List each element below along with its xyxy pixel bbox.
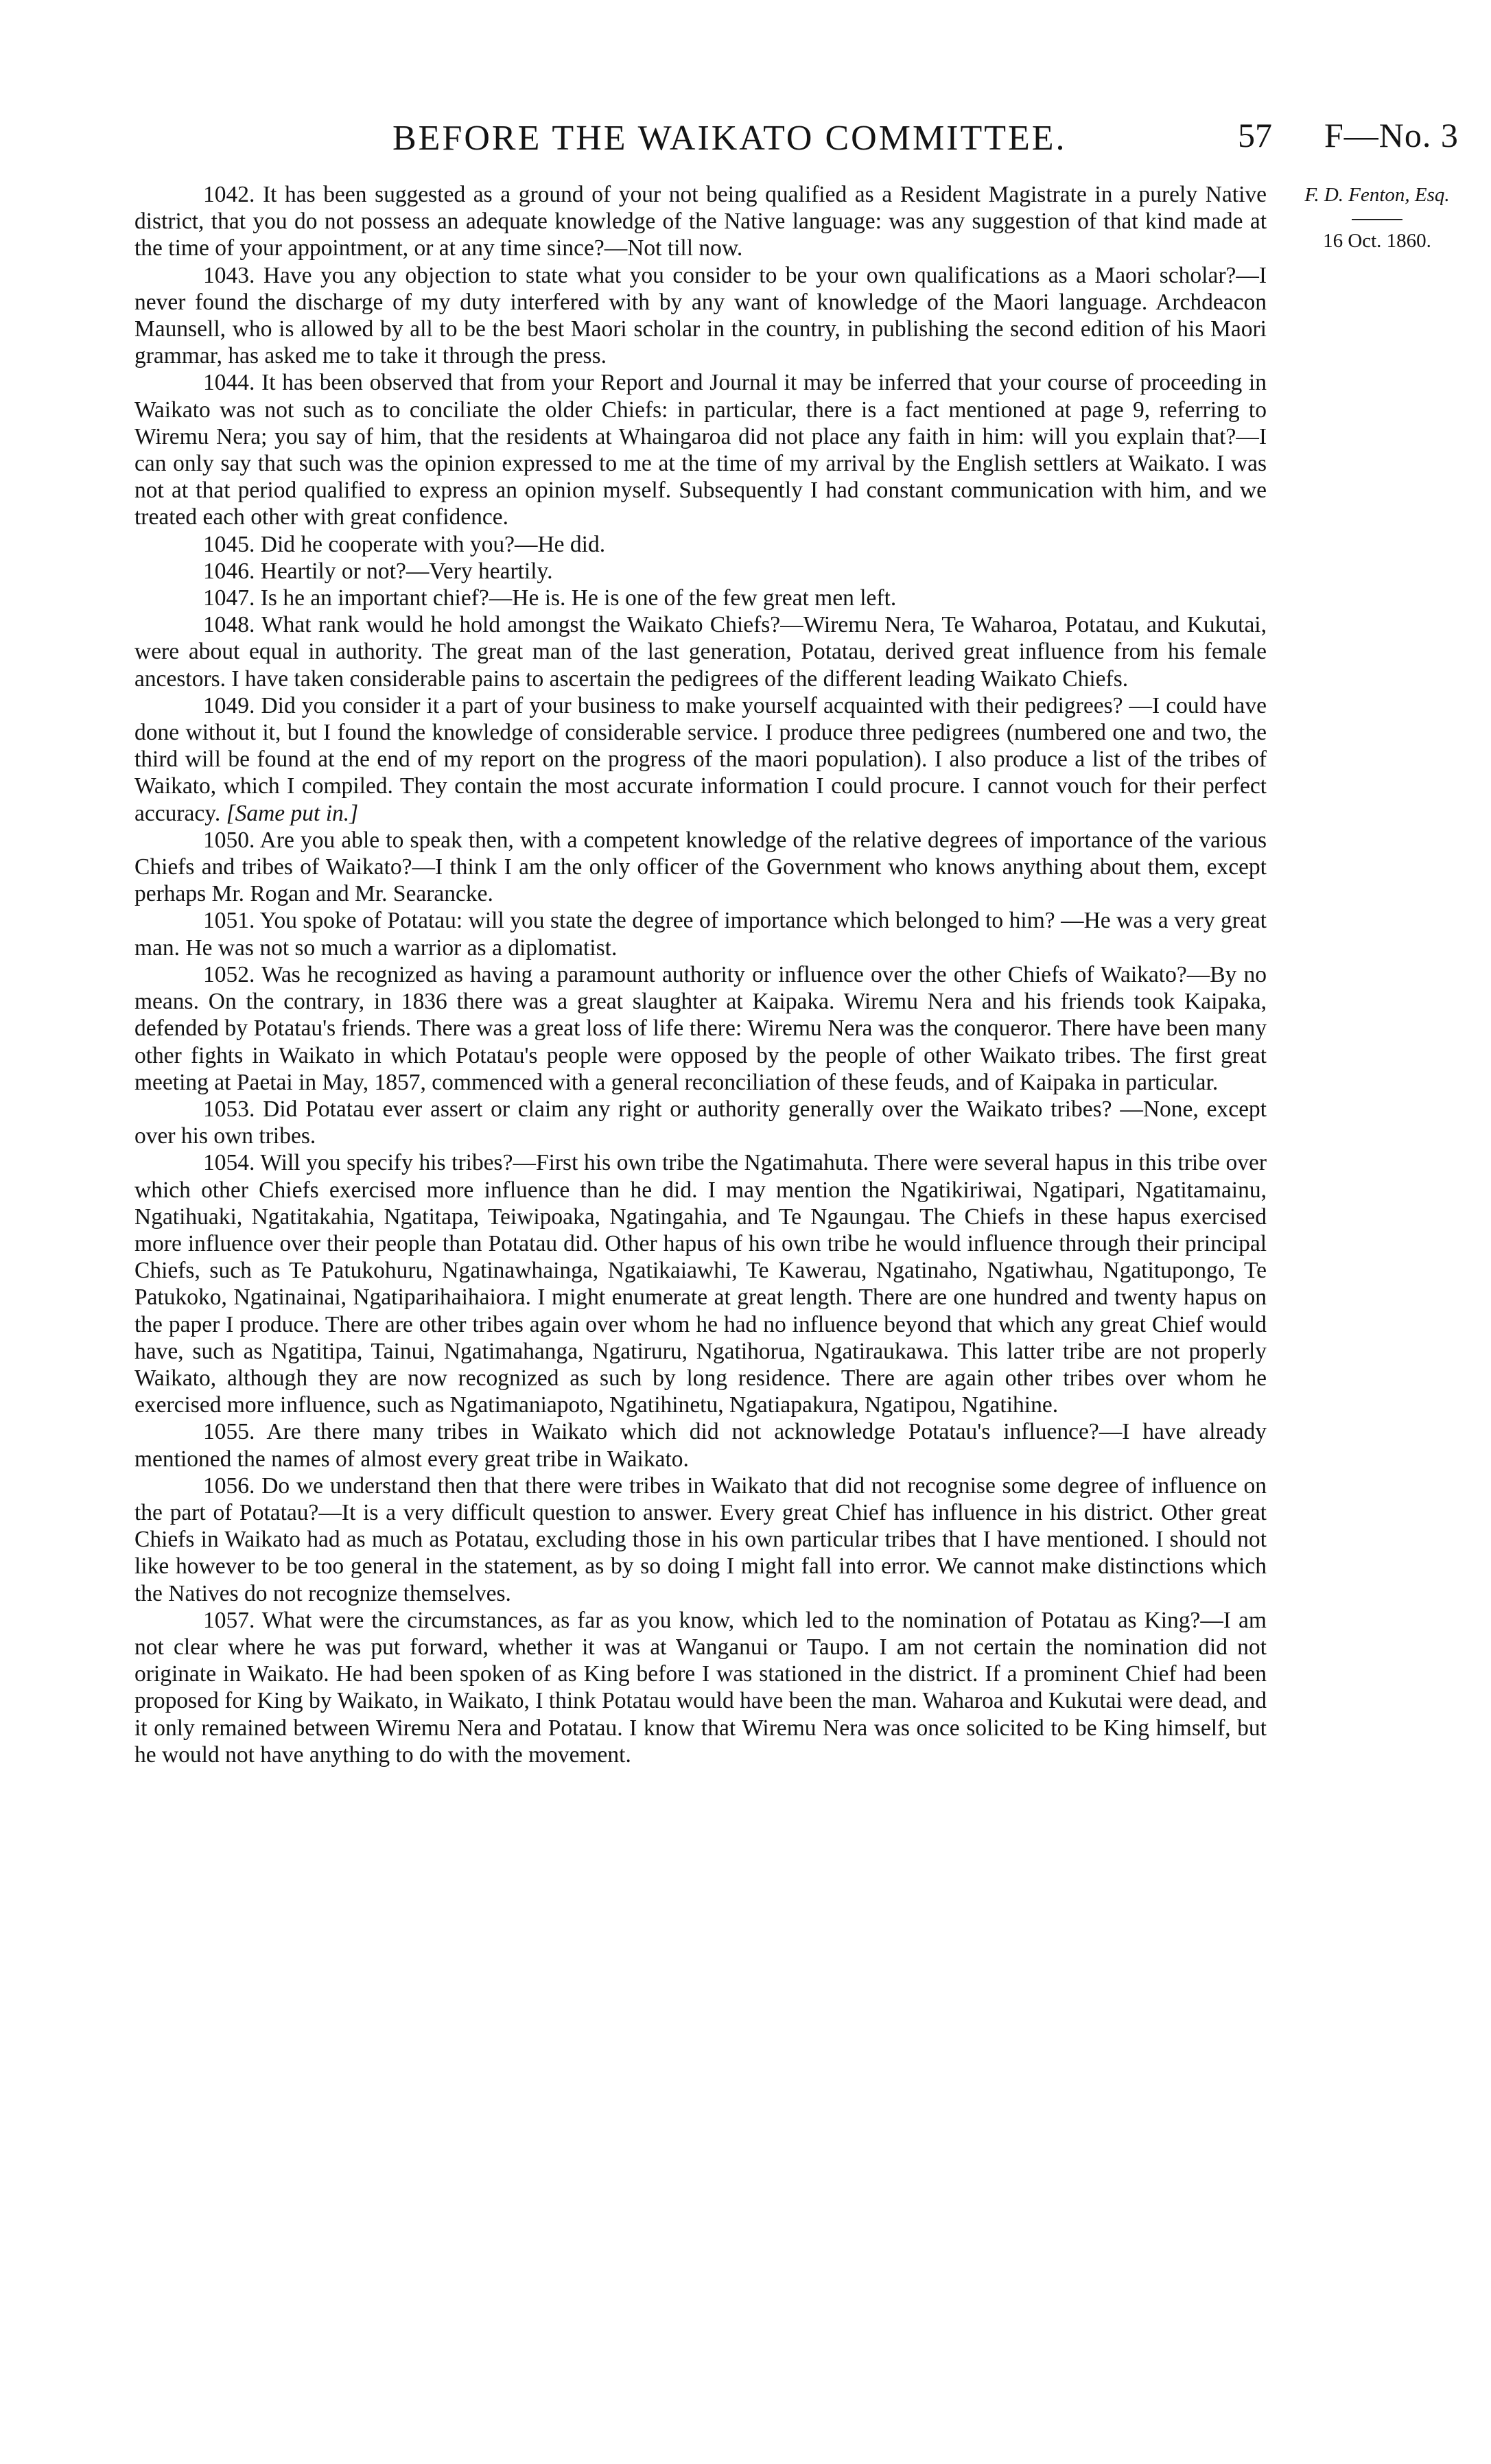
question-1042: 1042. It has been suggested as a ground of your not being qualified as a Resident Magistrate in a purely Native district, that you do not possess an adequate knowledge of the Native language: was any suggestion of that kind made at the time of your appointment, or at any time since?—Not till now. [134, 182, 1267, 261]
question-1046: 1046. Heartily or not?—Very heartily. [203, 558, 553, 584]
question-1047: 1047. Is he an important chief?—He is. He is one of the few great men left. [203, 585, 897, 611]
question-1044: 1044. It has been observed that from your Report and Journal it may be inferred that your course of proceeding in Waikato was not such as to conciliate the older Chiefs: in particular, there is a fact mentioned at page 9, referring to Wiremu Nera; you say of him, that the residents at Whaingaroa did not place any faith in him: will you explain that?—I can only say that such was the opinion expressed to me at the time of my arrival by the English settlers at Waikato. I was not at that period qualified to express an opinion myself. Subsequently I had constant communication with him, and we treated each other with great confidence. [134, 370, 1267, 530]
document-reference: F—No. 3 [1324, 116, 1459, 154]
question-1045: 1045. Did he cooperate with you?—He did. [203, 531, 606, 557]
bracket-note: [Same put in.] [226, 800, 359, 826]
question-1054: 1054. Will you specify his tribes?—First his own tribe the Ngatimahuta. There were several hapus in this tribe over which other Chiefs exercised more influence than he did. I may mention the Ngatikiriwai, Ngatipari, Ngatitamainu, Ngatihuaki, Ngatitakahia, Ngatitapa, Teiwipoaka, Ngatingahia, and Te Ngaungau. The Chiefs in these hapus exercised more influence over their people than Potatau did. Other hapus of his own tribe he would influence through their principal Chiefs, such as Te Patukohuru, Ngatinawhainga, Ngatikaiawhi, Te Kawerau, Ngatinaho, Ngatiwhau, Ngatitupongo, Te Patukoko, Ngatinainai, Ngatiparihaihaiora. I might enumerate at great length. There are one hundred and twenty hapus on the paper I produce. There are other tribes again over whom he had no influence beyond that which any great Chief would have, such as Ngatitipa, Tainui, Ngatimahanga, Ngatiruru, Ngatihorua, Ngatiraukawa. This latter tribe are not properly Waikato, although they are now recognized as such by long residence. There are again other tribes over whom he exercised more influence, such as Ngatimaniapoto, Ngatihinetu, Ngatiapakura, Ngatipou, Ngatihine. [134, 1150, 1267, 1418]
question-1052: 1052. Was he recognized as having a paramount authority or influence over the other Chiefs of Waikato?—By no means. On the contrary, in 1836 there was a great slaughter at Kaipaka. Wiremu Nera and his friends took Kaipaka, defended by Potatau's friends. There was a great loss of life there: Wiremu Nera was the conqueror. There have been many other fights in Waikato in which Potatau's people were opposed by the people of other Waikato tribes. The first great meeting at Paetai in May, 1857, commenced with a general reconciliation of these feuds, and of Kaipaka in particular. [134, 961, 1267, 1095]
page-header [0, 108, 1491, 170]
testimony-date: 16 Oct. 1860. [1323, 230, 1431, 252]
question-1056: 1056. Do we understand then that there were tribes in Waikato that did not recognise some degree of influence on the part of Potatau?—It is a very difficult question to answer. Every great Chief has influence in his district. Other great Chiefs in Waikato had as much as Potatau, excluding those in his own particular tribes that I have mentioned. I should not like however to be too general in the statement, as by so doing I might fall into error. We cannot make distinctions which the Natives do not recognize themselves. [134, 1472, 1267, 1606]
witness-name: F. D. Fenton, Esq. [1304, 184, 1450, 206]
margin-divider [1352, 219, 1402, 220]
testimony-body [134, 181, 1267, 1768]
page-title: BEFORE THE WAIKATO COMMITTEE. [392, 119, 1067, 158]
question-1049-text: 1049. Did you consider it a part of your business to make yourself acquainted with their pedigrees? —I could have done without it, but I found the knowledge of considerable service. I produce three pedigrees (numbered one and two, the third will be found at the end of my report on the progress of the maori population). I also produce a list of the tribes of Waikato, which I compiled. They contain the most accurate information I could procure. I cannot vouch for their perfect accuracy. [134, 692, 1267, 826]
question-1049 [134, 692, 1267, 827]
question-1055: 1055. Are there many tribes in Waikato which did not acknowledge Potatau's influence?—I have already mentioned the names of almost every great tribe in Waikato. [134, 1419, 1267, 1472]
page-number: 57 [1238, 116, 1272, 154]
question-1043: 1043. Have you any objection to state what you consider to be your own qualifications as a Maori scholar?—I never found the discharge of my duty interfered with by any want of knowledge of the Maori language. Archdeacon Maunsell, who is allowed by all to be the best Maori scholar in the country, in publishing the second edition of his Maori grammar, has asked me to take it through the press. [134, 262, 1267, 369]
question-1053: 1053. Did Potatau ever assert or claim any right or authority generally over the Waikato tribes? —None, except over his own tribes. [134, 1096, 1267, 1149]
margin-note [1278, 184, 1477, 253]
question-1048: 1048. What rank would he hold amongst the Waikato Chiefs?—Wiremu Nera, Te Waharoa, Potatau, and Kukutai, were about equal in authority. The great man of the last generation, Potatau, derived great influence from his female ancestors. I have taken considerable pains to ascertain the pedigrees of the different leading Waikato Chiefs. [134, 612, 1267, 692]
question-1050: 1050. Are you able to speak then, with a competent knowledge of the relative degrees of importance of the various Chiefs and tribes of Waikato?—I think I am the only officer of the Government who knows anything about them, except perhaps Mr. Rogan and Mr. Searancke. [134, 827, 1267, 907]
question-1051: 1051. You spoke of Potatau: will you state the degree of importance which belonged to him? —He was a very great man. He was not so much a warrior as a diplomatist. [134, 908, 1267, 961]
question-1057: 1057. What were the circumstances, as far as you know, which led to the nomination of Potatau as King?—I am not clear where he was put forward, whether it was at Wanganui or Taupo. I am not certain the nomination did not originate in Waikato. He had been spoken of as King before I was stationed in the district. If a prominent Chief had been proposed for King by Waikato, in Waikato, I think Potatau would have been the man. Waharoa and Kukutai were dead, and it only remained between Wiremu Nera and Potatau. I know that Wiremu Nera was once solicited to be King himself, but he would not have anything to do with the movement. [134, 1607, 1267, 1768]
